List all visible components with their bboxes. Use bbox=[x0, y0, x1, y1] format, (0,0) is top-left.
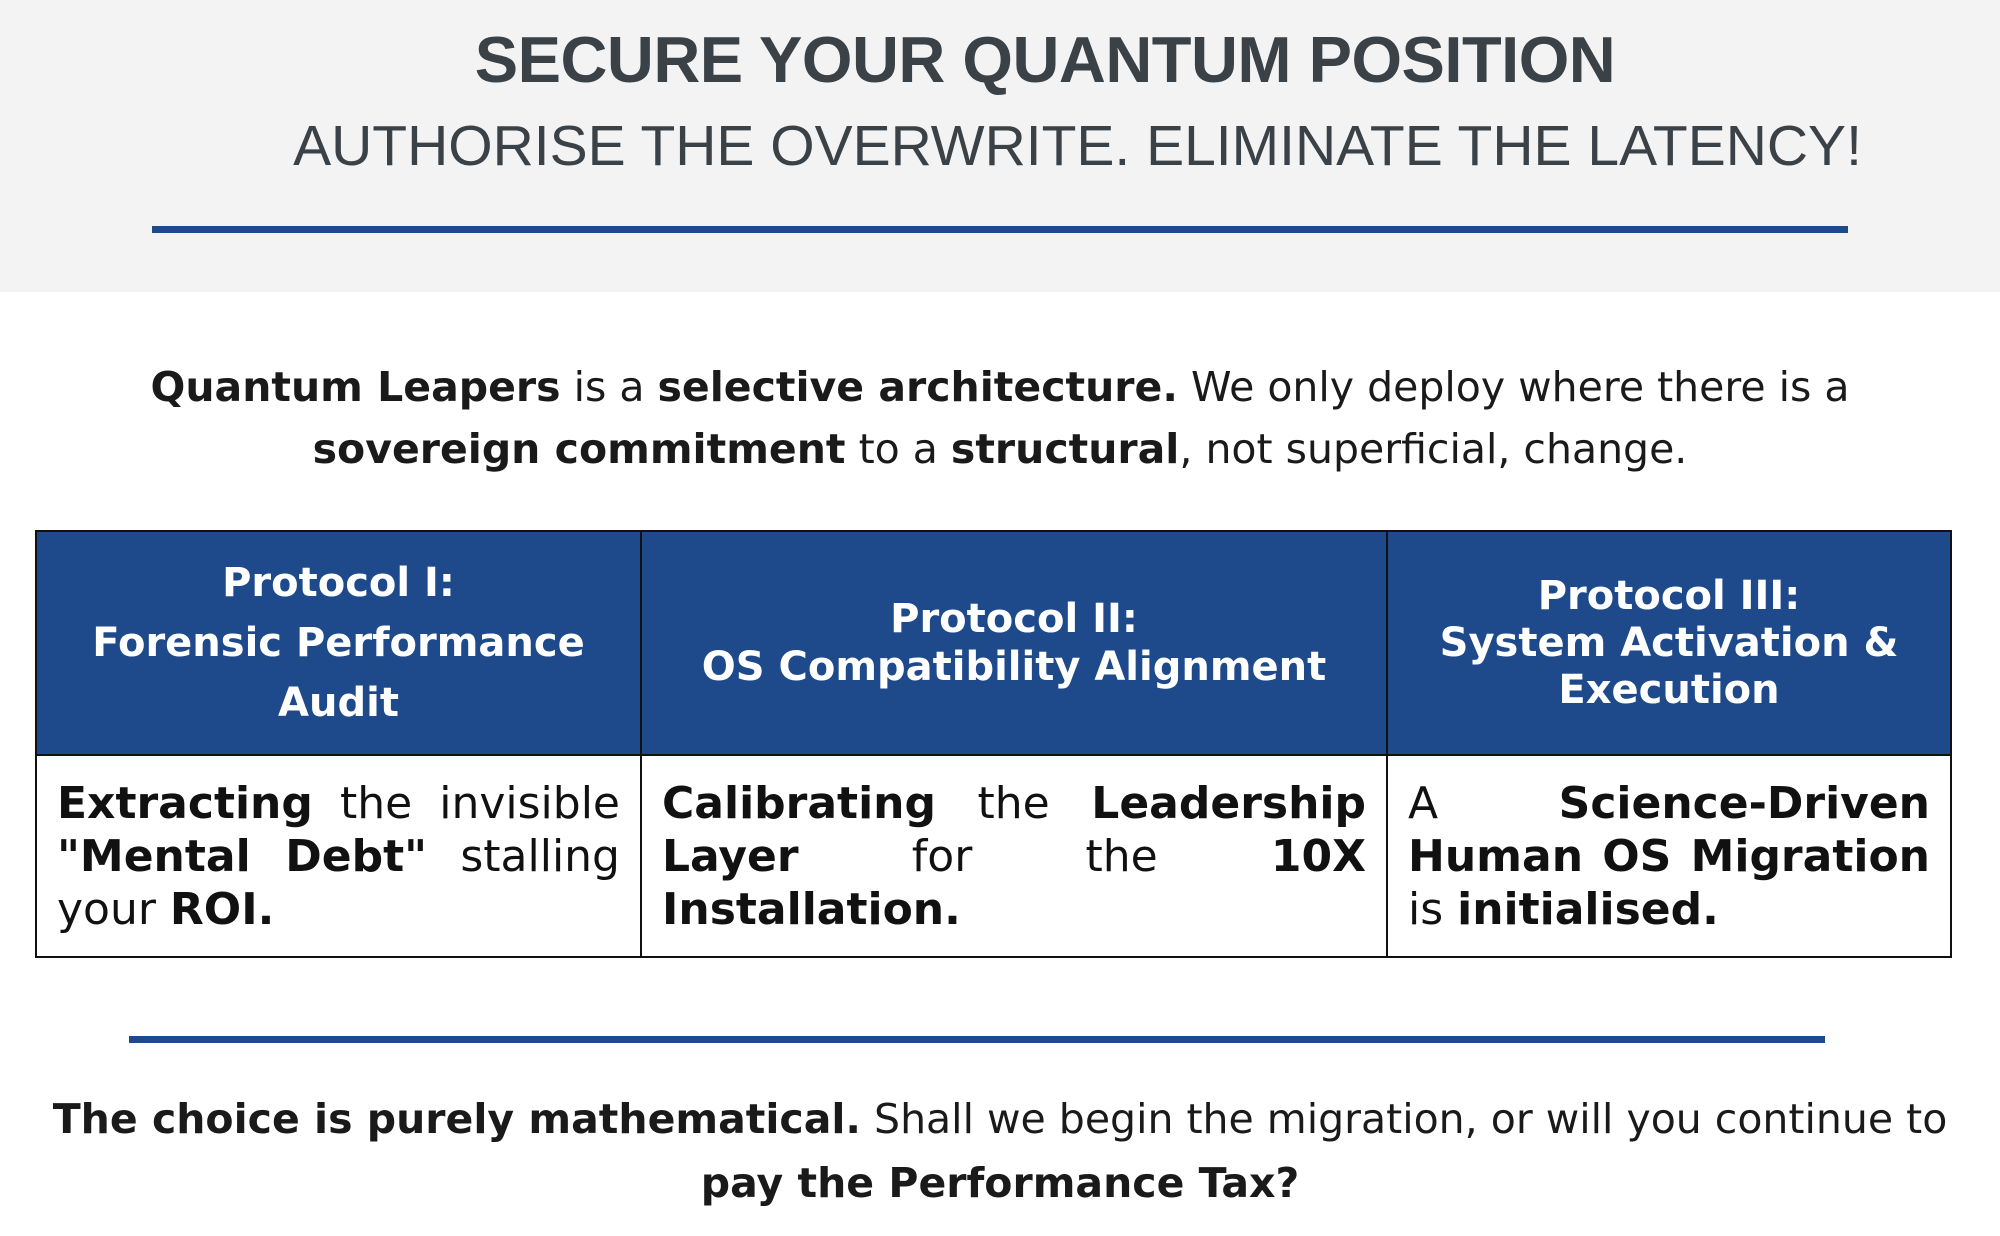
intro-paragraph bbox=[100, 356, 1900, 480]
protocol-3-emphasis: initialised. bbox=[1457, 883, 1719, 935]
protocol-3-text: is bbox=[1408, 883, 1458, 935]
intro-text: to a bbox=[845, 425, 951, 473]
protocol-3-number: Protocol III: bbox=[1537, 572, 1801, 619]
protocol-3-description bbox=[1387, 755, 1951, 957]
intro-text: , not superficial, change. bbox=[1179, 425, 1688, 473]
intro-emphasis: sovereign commitment bbox=[312, 425, 846, 473]
protocol-3-title: System Activation & Execution bbox=[1439, 619, 1899, 713]
header-band bbox=[0, 0, 2000, 292]
protocol-table bbox=[35, 530, 1952, 958]
protocol-3-text: A bbox=[1408, 777, 1559, 829]
protocol-3-emphasis: Science-Driven Human OS Migration bbox=[1408, 777, 1930, 882]
protocol-1-number: Protocol I: bbox=[222, 560, 455, 606]
closing-emphasis: pay the Performance Tax? bbox=[700, 1159, 1300, 1207]
protocol-1-emphasis: Extracting bbox=[57, 777, 313, 829]
protocol-2-emphasis: 10X Installation. bbox=[662, 830, 1366, 935]
subheadline: AUTHORISE THE OVERWRITE. ELIMINATE THE LATENCY! bbox=[293, 114, 1862, 178]
protocol-2-emphasis: Calibrating bbox=[662, 777, 936, 829]
intro-text: is a bbox=[560, 363, 658, 411]
intro-emphasis: structural bbox=[950, 425, 1180, 473]
protocol-body-row bbox=[36, 755, 1951, 957]
section-divider bbox=[129, 1036, 1825, 1043]
protocol-2-description bbox=[641, 755, 1387, 957]
protocol-2-emphasis: Leadership Layer bbox=[662, 777, 1366, 882]
protocol-2-heading bbox=[641, 531, 1387, 755]
brand-name: Quantum Leapers bbox=[150, 363, 561, 411]
protocol-1-emphasis: ROI. bbox=[169, 883, 275, 935]
protocol-header-row bbox=[36, 531, 1951, 755]
header-divider bbox=[152, 226, 1848, 233]
closing-paragraph bbox=[30, 1087, 1970, 1215]
closing-emphasis: The choice is purely mathematical. bbox=[52, 1095, 862, 1143]
intro-emphasis: selective architecture. bbox=[657, 363, 1178, 411]
closing-text: Shall we begin the migration, or will you continue to bbox=[861, 1095, 1948, 1143]
intro-text: We only deploy where there is a bbox=[1177, 363, 1850, 411]
protocol-1-text: the invisible bbox=[312, 777, 620, 829]
protocol-2-title: OS Compatibility Alignment bbox=[701, 644, 1327, 690]
protocol-2-text: for the bbox=[798, 830, 1271, 882]
protocol-2-text: the bbox=[935, 777, 1092, 829]
protocol-2-number: Protocol II: bbox=[890, 596, 1138, 642]
protocol-3-heading bbox=[1387, 531, 1951, 755]
protocol-1-text: stalling your bbox=[57, 830, 620, 935]
headline: SECURE YOUR QUANTUM POSITION bbox=[474, 23, 1616, 96]
protocol-1-title: Forensic Performance Audit bbox=[92, 620, 585, 726]
protocol-1-emphasis: "Mental Debt" bbox=[57, 830, 428, 882]
protocol-1-description bbox=[36, 755, 641, 957]
protocol-1-heading bbox=[36, 531, 641, 755]
